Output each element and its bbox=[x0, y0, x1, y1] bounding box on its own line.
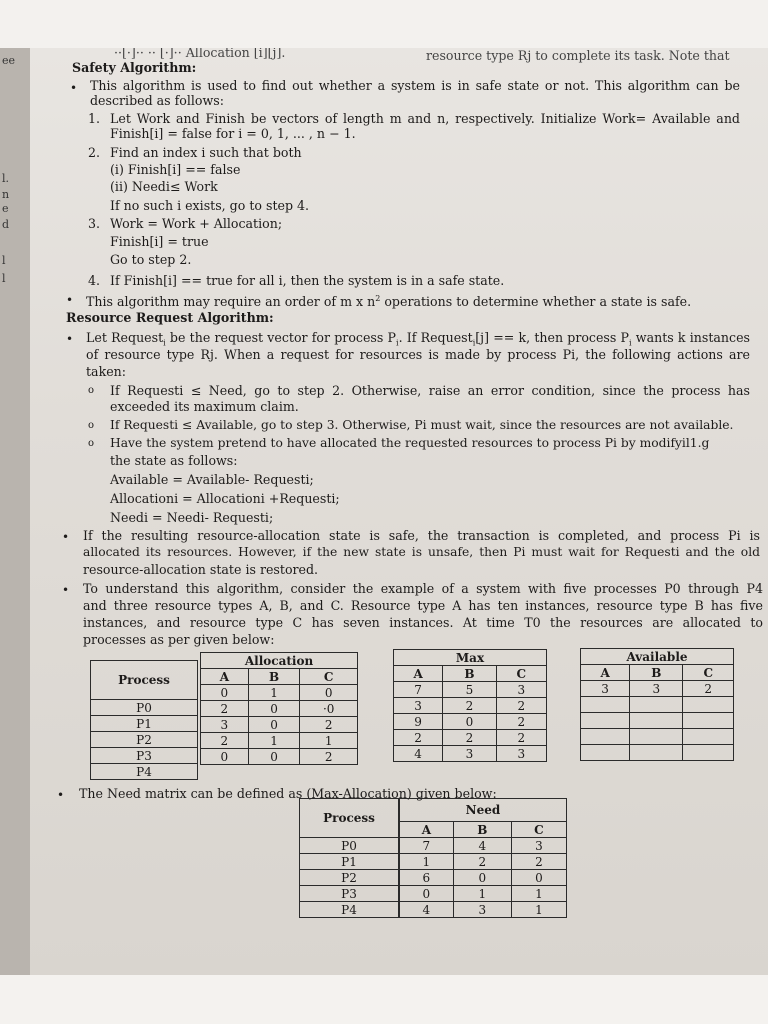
order-text: This algorithm may require an order of m x n bbox=[86, 294, 376, 310]
available-cell bbox=[581, 713, 630, 729]
request-p2-line2: allocated its resources. However, if the new state is unsafe, then Pi must wait for Requesti and the old bbox=[83, 545, 760, 559]
equation-need: Needi = Needi- Requesti; bbox=[110, 510, 274, 525]
allocation-cell: 2 bbox=[201, 733, 249, 749]
step1-line2: Finish[i] = false for i = 0, 1, ... , n − 1. bbox=[110, 126, 356, 141]
max-cell: 7 bbox=[394, 682, 443, 698]
allocation-cell: 0 bbox=[300, 685, 358, 701]
need-cell: 4 bbox=[453, 838, 511, 854]
max-cell: 4 bbox=[394, 746, 443, 762]
need-cell: 3 bbox=[453, 902, 511, 918]
need-cell: 3 bbox=[511, 838, 566, 854]
step2-line1: Find an index i such that both bbox=[110, 145, 302, 160]
available-cell bbox=[630, 729, 683, 745]
max-cell: 9 bbox=[394, 714, 443, 730]
request-p2-line3: resource-allocation state is restored. bbox=[83, 562, 319, 577]
request-option2: If Requesti ≤ Available, go to step 3. Otherwise, Pi must wait, since the resources are not available. bbox=[110, 418, 734, 432]
margin-fragment: l bbox=[2, 254, 6, 267]
process-table bbox=[90, 660, 198, 780]
safety-intro-line2: described as follows: bbox=[90, 93, 224, 108]
need-title: Need bbox=[400, 799, 567, 822]
margin-fragment: ee bbox=[2, 54, 16, 67]
available-table bbox=[580, 648, 734, 761]
top-background bbox=[0, 0, 768, 48]
step-number: 2. bbox=[88, 145, 101, 160]
column-header: A bbox=[394, 666, 443, 682]
available-cell bbox=[683, 729, 734, 745]
step-number: 3. bbox=[88, 216, 101, 231]
need-intro: The Need matrix can be defined as (Max-Allocation) given below: bbox=[79, 786, 497, 801]
step3-line2: Finish[i] = true bbox=[110, 234, 209, 249]
column-header: A bbox=[581, 665, 630, 681]
order-text-end: operations to determine whether a state is safe. bbox=[380, 294, 692, 310]
request-option1-line1: If Requesti ≤ Need, go to step 2. Otherwise, raise an error condition, since the process has bbox=[110, 383, 750, 398]
available-cell: 3 bbox=[581, 681, 630, 697]
need-cell: 6 bbox=[400, 870, 454, 886]
max-cell: 3 bbox=[496, 746, 546, 762]
request-heading: Resource Request Algorithm: bbox=[66, 310, 274, 325]
max-cell: 0 bbox=[443, 714, 496, 730]
max-cell: 2 bbox=[443, 730, 496, 746]
step2-condition1: (i) Finish[i] == false bbox=[110, 162, 241, 177]
sub-bullet: o bbox=[88, 438, 95, 449]
allocation-cell: 0 bbox=[201, 749, 249, 765]
max-cell: 3 bbox=[394, 698, 443, 714]
request-p1-line2: of resource type Rj. When a request for resources is made by process Pi, the following actions are bbox=[86, 347, 750, 362]
available-cell bbox=[683, 697, 734, 713]
process-cell: P1 bbox=[300, 854, 399, 870]
process-cell: P3 bbox=[300, 886, 399, 902]
available-cell bbox=[683, 745, 734, 761]
column-header: B bbox=[443, 666, 496, 682]
sub-bullet: o bbox=[88, 385, 95, 396]
need-cell: 7 bbox=[400, 838, 454, 854]
allocation-cell: 2 bbox=[300, 717, 358, 733]
step4-line1: If Finish[i] == true for all i, then the system is in a safe state. bbox=[110, 273, 505, 288]
max-table bbox=[393, 649, 547, 762]
available-cell bbox=[683, 713, 734, 729]
text: [j] == k, then process P bbox=[475, 330, 630, 345]
max-cell: 3 bbox=[496, 682, 546, 698]
allocation-cell: 0 bbox=[248, 749, 300, 765]
column-header: C bbox=[511, 822, 566, 838]
request-p3-line2: and three resource types A, B, and C. Resource type A has ten instances, resource type B has five bbox=[83, 598, 763, 613]
text: . If Request bbox=[398, 330, 473, 345]
column-header: C bbox=[683, 665, 734, 681]
need-cell: 4 bbox=[400, 902, 454, 918]
process-cell: P1 bbox=[91, 716, 198, 732]
column-header: B bbox=[453, 822, 511, 838]
allocation-cell: ·0 bbox=[300, 701, 358, 717]
step3-line3: Go to step 2. bbox=[110, 252, 192, 267]
equation-available: Available = Available- Requesti; bbox=[110, 472, 314, 487]
equation-allocation: Allocationi = Allocationi +Requesti; bbox=[110, 491, 340, 506]
process-cell: P0 bbox=[300, 838, 399, 854]
max-cell: 5 bbox=[443, 682, 496, 698]
request-option1-line2: exceeded its maximum claim. bbox=[110, 399, 299, 414]
step3-line1: Work = Work + Allocation; bbox=[110, 216, 283, 231]
subscript: i bbox=[629, 338, 632, 348]
process-cell: P2 bbox=[300, 870, 399, 886]
need-cell: 1 bbox=[511, 902, 566, 918]
step1-line1: Let Work and Finish be vectors of length m and n, respectively. Initialize Work= Available and bbox=[110, 111, 740, 126]
column-header: A bbox=[201, 669, 249, 685]
available-cell bbox=[630, 697, 683, 713]
allocation-cell: 0 bbox=[201, 685, 249, 701]
margin-fragment: l bbox=[2, 272, 6, 285]
request-p3-line4: processes as per given below: bbox=[83, 632, 275, 647]
allocation-cell: 0 bbox=[248, 717, 300, 733]
available-cell bbox=[630, 745, 683, 761]
subscript: i bbox=[163, 338, 166, 348]
column-header: B bbox=[630, 665, 683, 681]
text: be the request vector for process P bbox=[165, 330, 397, 345]
safety-heading: Safety Algorithm: bbox=[72, 60, 197, 75]
subscript: i bbox=[472, 338, 476, 348]
bullet: • bbox=[66, 332, 74, 346]
max-cell: 3 bbox=[443, 746, 496, 762]
allocation-cell: 2 bbox=[201, 701, 249, 717]
top-fragment-left: ··[·]·· ·· [·]·· Allocation [i][j]. bbox=[114, 48, 286, 60]
adjacent-page-margin bbox=[0, 48, 30, 975]
step-number: 1. bbox=[88, 111, 101, 126]
process-cell: P4 bbox=[300, 902, 399, 918]
allocation-cell: 2 bbox=[300, 749, 358, 765]
process-header: Process bbox=[300, 799, 399, 838]
bullet: • bbox=[57, 788, 65, 802]
process-header: Process bbox=[91, 661, 198, 700]
column-header: C bbox=[496, 666, 546, 682]
available-cell bbox=[581, 745, 630, 761]
available-cell bbox=[581, 697, 630, 713]
available-cell bbox=[581, 729, 630, 745]
margin-fragment: e bbox=[2, 202, 9, 215]
need-process-table bbox=[299, 798, 399, 918]
allocation-cell: 3 bbox=[201, 717, 249, 733]
process-cell: P3 bbox=[91, 748, 198, 764]
available-cell: 2 bbox=[683, 681, 734, 697]
request-p1-line3: taken: bbox=[86, 364, 127, 379]
bullet: • bbox=[62, 583, 70, 597]
safety-intro-line1: This algorithm is used to find out whether a system is in safe state or not. This algorithm can be bbox=[90, 78, 740, 93]
need-cell: 1 bbox=[453, 886, 511, 902]
need-table bbox=[399, 798, 567, 918]
need-cell: 0 bbox=[511, 870, 566, 886]
request-option3-line2: the state as follows: bbox=[110, 453, 238, 468]
process-cell: P0 bbox=[91, 700, 198, 716]
safety-order-line bbox=[86, 291, 691, 309]
request-p3-line1: To understand this algorithm, consider the example of a system with five processes P0 through P4 bbox=[83, 581, 763, 596]
allocation-title: Allocation bbox=[201, 653, 358, 669]
margin-fragment: l. bbox=[2, 172, 10, 185]
column-header: A bbox=[400, 822, 454, 838]
request-option3-line1: Have the system pretend to have allocated the requested resources to process Pi by modifyil1.g bbox=[110, 436, 710, 450]
process-cell: P2 bbox=[91, 732, 198, 748]
request-p2-line1: If the resulting resource-allocation state is safe, the transaction is completed, and process Pi is bbox=[83, 528, 760, 543]
document-page bbox=[30, 48, 768, 975]
text: Let Request bbox=[86, 330, 164, 345]
step-number: 4. bbox=[88, 273, 101, 288]
top-fragment-right: resource type Rj to complete its task. Note that bbox=[426, 48, 730, 63]
max-title: Max bbox=[394, 650, 547, 666]
need-cell: 2 bbox=[511, 854, 566, 870]
column-header: B bbox=[248, 669, 300, 685]
column-header: C bbox=[300, 669, 358, 685]
max-cell: 2 bbox=[496, 714, 546, 730]
allocation-cell: 1 bbox=[248, 733, 300, 749]
allocation-table bbox=[200, 652, 358, 765]
need-cell: 1 bbox=[511, 886, 566, 902]
allocation-cell: 1 bbox=[248, 685, 300, 701]
allocation-cell: 1 bbox=[300, 733, 358, 749]
process-cell: P4 bbox=[91, 764, 198, 780]
max-cell: 2 bbox=[496, 698, 546, 714]
available-cell bbox=[630, 713, 683, 729]
need-cell: 0 bbox=[453, 870, 511, 886]
need-cell: 1 bbox=[400, 854, 454, 870]
text: wants k instances bbox=[631, 330, 751, 345]
allocation-cell: 0 bbox=[248, 701, 300, 717]
max-cell: 2 bbox=[394, 730, 443, 746]
step2-line4: If no such i exists, go to step 4. bbox=[110, 198, 310, 213]
request-p3-line3: instances, and resource type C has seven instances. At time T0 the resources are allocated to bbox=[83, 615, 763, 630]
available-cell: 3 bbox=[630, 681, 683, 697]
bottom-background bbox=[0, 975, 768, 1024]
bullet: • bbox=[66, 293, 74, 307]
max-cell: 2 bbox=[496, 730, 546, 746]
sub-bullet: o bbox=[88, 420, 95, 431]
max-cell: 2 bbox=[443, 698, 496, 714]
margin-fragment: n bbox=[2, 188, 10, 201]
need-cell: 2 bbox=[453, 854, 511, 870]
margin-fragment: d bbox=[2, 218, 10, 231]
bullet: • bbox=[62, 530, 70, 544]
step2-condition2: (ii) Needi≤ Work bbox=[110, 179, 218, 194]
need-cell: 0 bbox=[400, 886, 454, 902]
available-title: Available bbox=[581, 649, 734, 665]
bullet: • bbox=[70, 81, 78, 95]
order-exponent: 2 bbox=[375, 294, 381, 303]
subscript: i bbox=[396, 338, 399, 348]
